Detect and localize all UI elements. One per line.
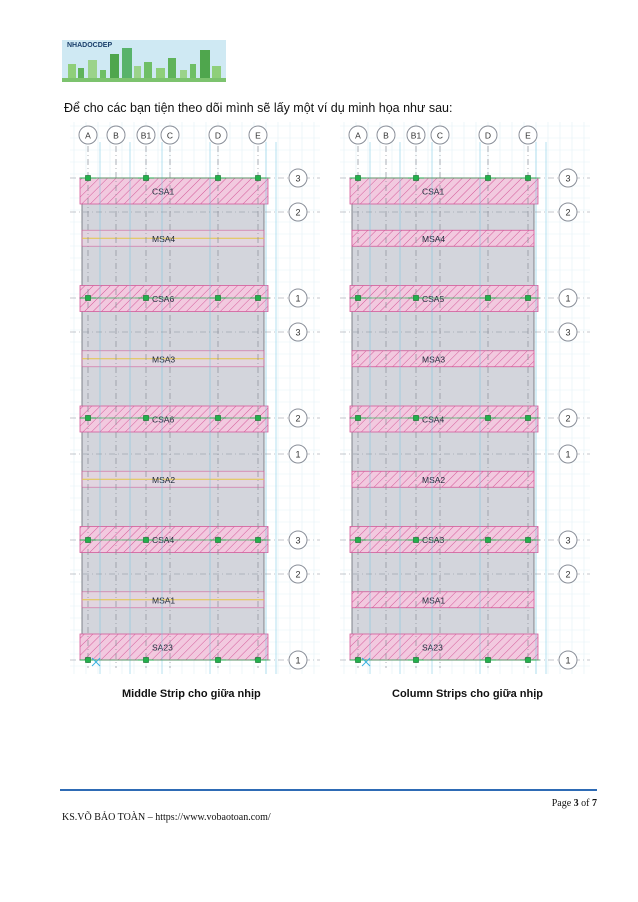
design-strip xyxy=(350,634,538,660)
column-bubble-label: E xyxy=(255,130,261,141)
page-number xyxy=(552,798,597,809)
page-current: 3 xyxy=(573,798,579,809)
column-bubble-label: B xyxy=(383,130,389,141)
intro-paragraph: Để cho các bạn tiện theo dõi mình sẽ lấy một ví dụ minh họa như sau: xyxy=(64,101,453,115)
design-strip xyxy=(80,634,268,660)
row-bubble-label: 2 xyxy=(295,207,301,218)
strip-label: MSA4 xyxy=(152,233,176,244)
column-bubble-label: B1 xyxy=(410,130,422,141)
logo xyxy=(62,40,226,82)
column-bubble-label: A xyxy=(85,130,91,141)
column-bubble-label: D xyxy=(484,130,492,141)
strip-label: CSA6 xyxy=(152,294,175,304)
figure-column-strip xyxy=(340,122,590,674)
figure-caption-left: Middle Strip cho giữa nhịp xyxy=(122,688,261,700)
strip-label: CSA6 xyxy=(152,414,175,425)
row-bubble-label: 3 xyxy=(295,535,301,546)
row-bubble-label: 1 xyxy=(295,655,301,666)
strip-label: MSA1 xyxy=(422,595,446,606)
figure-caption-right: Column Strips cho giữa nhịp xyxy=(392,688,543,700)
strip-label: SA23 xyxy=(422,642,443,653)
row-bubble-label: 3 xyxy=(565,173,571,184)
column-bubble-label: C xyxy=(436,130,444,141)
column-bubble-label: B1 xyxy=(140,130,152,141)
page-prefix: Page xyxy=(551,798,574,809)
footer-divider xyxy=(60,789,597,791)
strip-label: MSA2 xyxy=(152,474,176,485)
strip-plan-drawing-left xyxy=(70,122,320,674)
row-bubble-label: 1 xyxy=(565,655,571,666)
row-bubble-label: 2 xyxy=(565,207,571,218)
strip-label: CSA1 xyxy=(152,186,175,197)
row-bubble-label: 2 xyxy=(295,569,301,580)
row-bubble-label: 1 xyxy=(565,293,571,304)
column-bubble-label: E xyxy=(525,130,531,141)
footer-author: KS.VÕ BẢO TOÀN – https://www.vobaotoan.com/ xyxy=(62,812,271,823)
logo-brand-text: NHADOCDEP xyxy=(67,42,113,49)
strip-label: CSA4 xyxy=(422,414,445,425)
column-bubble-label: D xyxy=(214,130,222,141)
row-bubble-label: 3 xyxy=(295,327,301,338)
row-bubble-label: 2 xyxy=(565,413,571,424)
row-bubble-label: 1 xyxy=(565,449,571,460)
strip-label: CSA3 xyxy=(422,535,445,545)
row-bubble-label: 2 xyxy=(565,569,571,580)
column-bubble-label: C xyxy=(166,130,174,141)
strip-label: MSA2 xyxy=(422,474,446,485)
row-bubble-label: 3 xyxy=(565,327,571,338)
page-total: 7 xyxy=(592,798,597,809)
page-separator: of xyxy=(578,798,592,809)
figure-middle-strip xyxy=(70,122,320,674)
row-bubble-label: 1 xyxy=(295,449,301,460)
row-bubble-label: 1 xyxy=(295,293,301,304)
strip-label: MSA1 xyxy=(152,595,176,606)
strip-label: CSA1 xyxy=(422,186,445,197)
strip-label: MSA4 xyxy=(422,233,446,244)
column-bubble-label: A xyxy=(355,130,361,141)
strip-label: SA23 xyxy=(152,642,173,653)
column-bubble-label: B xyxy=(113,130,119,141)
strip-label: CSA5 xyxy=(422,294,445,304)
strip-plan-drawing-right xyxy=(340,122,590,674)
strip-label: CSA4 xyxy=(152,535,175,545)
row-bubble-label: 2 xyxy=(295,413,301,424)
strip-label: MSA3 xyxy=(152,354,176,365)
strip-label: MSA3 xyxy=(422,354,446,365)
row-bubble-label: 3 xyxy=(565,535,571,546)
row-bubble-label: 3 xyxy=(295,173,301,184)
